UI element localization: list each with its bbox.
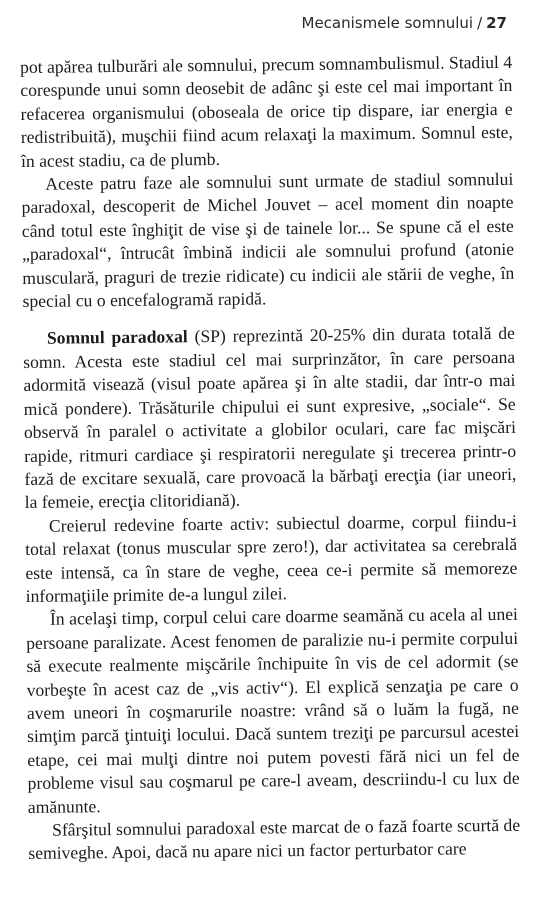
paragraph-stadiul-4: pot apărea tulburări ale somnului, precum somnambulismul. Stadiul 4 corespunde unui somn deosebit de adânc şi este cel mai important în refacerea organismului (oboseala de orice tip dispare, iar energia e redistribuită), muşchii fiind acum relaxaţi la maximum. Somnul este, în acest stadiu, ca de plumb. — [20, 51, 513, 171]
bold-term: Somnul paradoxal — [46, 326, 188, 349]
paragraph-somn-paradoxal-intro: Aceste patru faze ale somnului sunt urmate de stadiul somnului paradoxal, descoperit de Michel Jouvet – acel moment din noapte când totul este înghiţit de vise şi de tainele lor... Se spune că el este „paradoxal“, întrucât îmbină indicii ale somnului profund (atonie musculară, praguri de trezie ridicate) cu indicii ale stării de veghe, în special cu o encefalogramă rapidă. — [21, 168, 515, 312]
running-header — [302, 14, 508, 32]
page-number: 27 — [486, 14, 507, 32]
paragraph-sfarsitul: Sfârşitul somnului paradoxal este marcat de o fază foarte scurtă de semiveghe. Apoi, dacă nu apare nici un factor perturbator care — [28, 814, 521, 864]
paragraph-somnul-paradoxal — [23, 322, 517, 514]
paragraph-text: (SP) reprezintă 20-25% din durata totală de somn. Acesta este stadiul cel mai surprinzător, în care persoana adormită visează (visul poate apărea şi în alte stadii, dar într-o mai mică pondere). Trăsăturile chipului ei sunt expresive, „sociale“. Se observă în paralel o activitate a globilor oculari, care fac mişcări rapide, ritmuri cardiace şi respiratorii neregulate şi trecerea printr-o fază de excitare sexuală, care provoacă la bărbaţi erecţia (iar uneori, la femeie, erecţia clitoridiană). — [23, 323, 517, 513]
chapter-title: Mecanismele somnului — [301, 14, 474, 32]
paragraph-paralizie: În acelaşi timp, corpul celui care doarme seamănă cu acela al unei persoane paralizate. Acest fenomen de paralizie nu-i permite corpului să execute realmente mişcările închipuite în vis de cel adormit (se vorbeşte în acest caz de „vis activ“). El explică senzaţia pe care o avem uneori în coşmarurile noastre: vrând să o luăm la fugă, ne simţim parcă ţintuiţi locului. Dacă suntem treziţi pe parcursul acestei etape, cei mai mulţi dintre noi putem povesti fără nici un fel de probleme visul sau coşmarul pe care-l aveam, descriindu-l cu lux de amănunte. — [26, 604, 520, 817]
header-separator: / — [477, 14, 483, 32]
body-text — [20, 51, 520, 866]
paragraph-creierul: Creierul redevine foarte activ: subiectul doarme, corpul fiindu-i total relaxat (tonus muscular spre zero!), dar activitatea sa cerebrală este intensă, ca în stare de veghe, ceea ce-i permite să memoreze informaţiile primite de-a lungul zilei. — [25, 510, 518, 606]
